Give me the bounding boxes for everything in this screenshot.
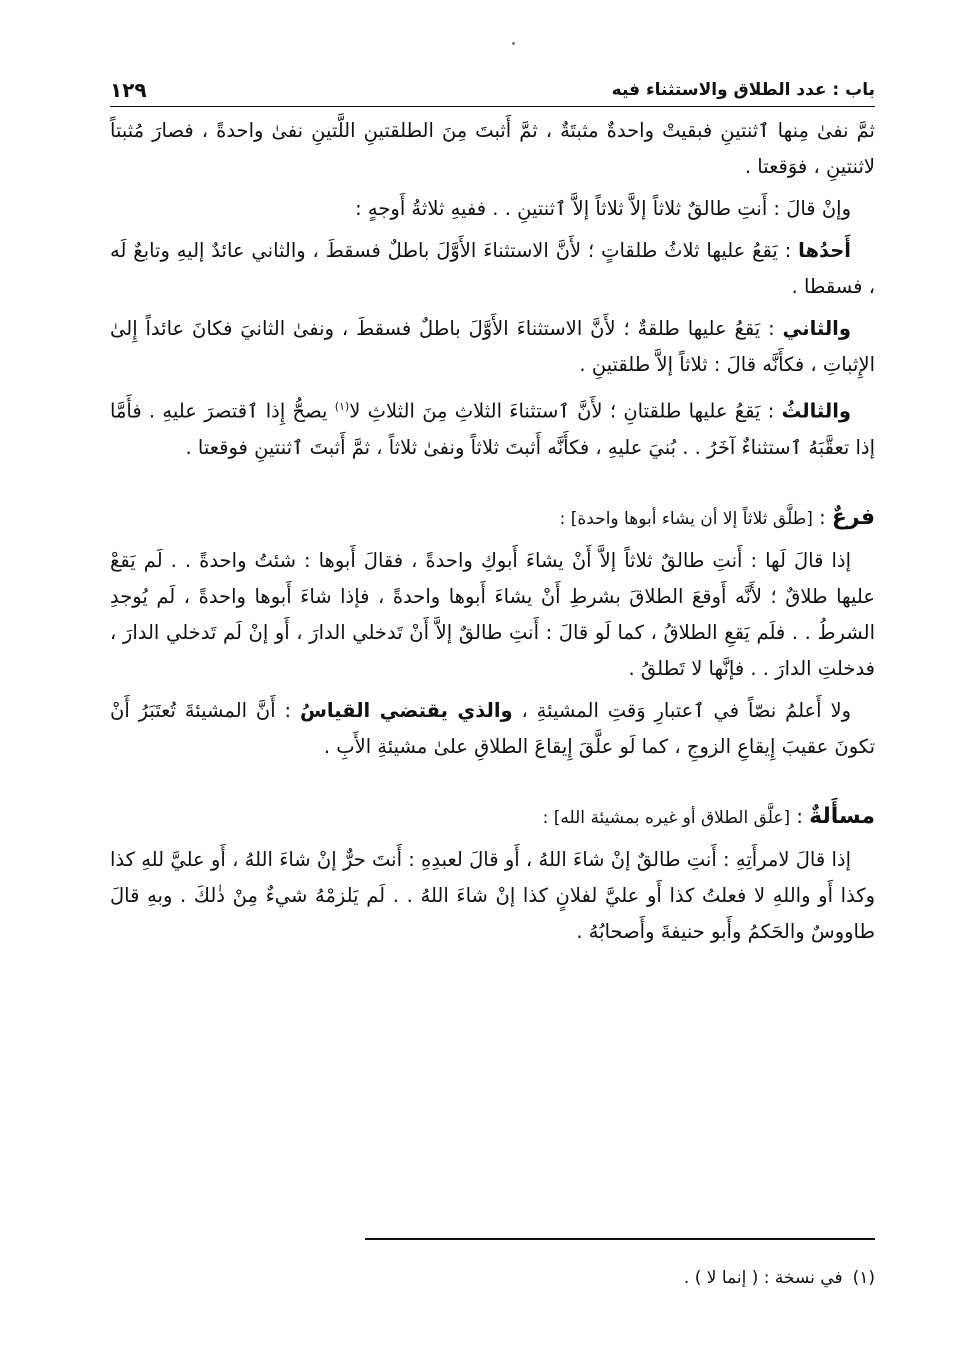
- body-text: [110, 113, 875, 950]
- section-heading-far: فرعٌ : [طلَّق ثلاثاً إلا أن يشاء أبوها واحدة] :: [559, 504, 875, 530]
- section-heading-masala: مسأَلةٌ : [علَّق الطلاق أو غيره بمشيئة الله] :: [542, 803, 875, 829]
- running-header: [110, 62, 875, 107]
- footnote-number: (١): [852, 1268, 875, 1288]
- page: [110, 62, 875, 950]
- term-qiyas: والذي يقتضي القياسُ: [299, 698, 513, 722]
- footnote-divider: [365, 1238, 875, 1240]
- footnote-text: في نسخة : ( إنما لا ) .: [683, 1268, 843, 1288]
- scan-speck: [512, 42, 515, 45]
- paragraph-third-view: والثالثُ : يَقعُ عليها طلقتانِ ؛ لأَنَّ ٱستثناءَ الثلاثِ مِنَ الثلاثِ لا$^{(١)}$ يصحُّ إِذا ٱقتصرَ عليهِ . فأَمَّا إذا تعقَّبَهُ ٱستثناءٌ آخَرُ . . بُنيَ عليهِ ، فكأَنَّه أَثبتَ ثلاثاً ونفىٰ ثلاثاً ، ثمَّ أَثبتَ ٱثنتينِ فوقعتا .: [110, 399, 875, 459]
- term-third: والثالثُ: [781, 399, 851, 423]
- section2-paragraph-1: إذا قالَ لامرأَتِهِ : أَنتِ طالقٌ إنْ شاءَ اللهُ ، أَو قالَ لعبدِهِ : أَنتَ حرٌّ إنْ شاءَ اللهُ ، أَو عليَّ للهِ كذا وكذا أَو واللهِ لا فعلتُ كذا أَو عليَّ لفلانٍ كذا إنْ شاءَ اللهُ . . لَم يَلزمْهُ شيءٌ مِنْ ذٰلكَ . وبهِ قالَ طاووسٌ والحَكمُ وأَبو حنيفةَ وأَصحابُهُ .: [110, 847, 875, 943]
- term-first: أَحدُها: [798, 239, 851, 262]
- paragraph-first-view: أَحدُها : يَقعُ عليها ثلاثُ طلقاتٍ ؛ لأَنَّ الاستثناءَ الأَوَّلَ باطلٌ فسقطَ ، والثاني عائدٌ إليهِ وتابعٌ لَه ، فسقطا .: [110, 239, 875, 298]
- section-title-masala: [علَّق الطلاق أو غيره بمشيئة الله] :: [542, 807, 791, 828]
- section1-paragraph-1: إذا قالَ لَها : أَنتِ طالقٌ ثلاثاً إلاَّ أَنْ يشاءَ أَبوكِ واحدةً ، فقالَ أَبوها : شئتُ واحدةً . . لَم يَقعْ عليها طلاقٌ ؛ لأَنَّه أَوقعَ الطلاقَ بشرطِ أَنْ يشاءَ أَبوها واحدةً ، فإذا شاءَ أَبوها واحدةً ، لَم يُوجدِ الشرطُ . . فلَم يَقعِ الطلاقُ ، كما لَو قالَ : أَنتِ طالقٌ إلاَّ أَنْ تَدخلي الدارَ ، أَو إنْ لَم تَدخلي الدارَ ، فدخلتِ الدارَ . . فإنَّها لا تَطلقُ .: [110, 548, 875, 680]
- section1-paragraph-2: ولا أَعلمُ نصّاً في ٱعتبارِ وَقتِ المشيئةِ ، والذي يقتضي القياسُ : أَنَّ المشيئةَ تُعتَبَرُ أَنْ تكونَ عقيبَ إِيقاعِ الزوجِ ، كما لَو علَّقَ إِيقاعَ الطلاقِ علىٰ مشيئةِ الأَبِ .: [110, 698, 875, 758]
- paragraph-three-views: وإنْ قالَ : أَنتِ طالقٌ ثلاثاً إلاَّ ثلاثاً إلاَّ ٱثنتينِ . . ففيهِ ثلاثةُ أَوجهٍ :: [355, 197, 851, 220]
- chapter-title: باب : عدد الطلاق والاستثناء فيه: [611, 80, 875, 100]
- footnote-ref: (١): [334, 400, 350, 413]
- footnote: [684, 1268, 875, 1288]
- paragraph-second-view: والثاني : يَقعُ عليها طلقةٌ ؛ لأَنَّ الاستثناءَ الأَوَّلَ باطلٌ فسقطَ ، ونفىٰ الثانيَ فكانَ عائداً إِلىٰ الإِثباتِ ، فكأَنَّه قالَ : ثلاثاً إلاَّ طلقتينِ .: [110, 317, 875, 376]
- paragraph-continuation: ثمَّ نفىٰ مِنها ٱثنتينِ فبقيتْ واحدةٌ مثبتَةٌ ، ثمَّ أَثبتَ مِنَ الطلقتينِ اللَّتينِ نفىٰ واحدةً ، فصارَ مُثبتاً لاثنتينِ ، فوَقعتا .: [110, 119, 875, 178]
- page-number: ١٢٩: [110, 78, 147, 102]
- section-label-masala: مسأَلةٌ: [809, 803, 875, 829]
- section-label-far: فرعٌ: [831, 504, 875, 530]
- term-second: والثاني: [782, 317, 851, 340]
- section-title-far: [طلَّق ثلاثاً إلا أن يشاء أبوها واحدة] :: [559, 508, 813, 529]
